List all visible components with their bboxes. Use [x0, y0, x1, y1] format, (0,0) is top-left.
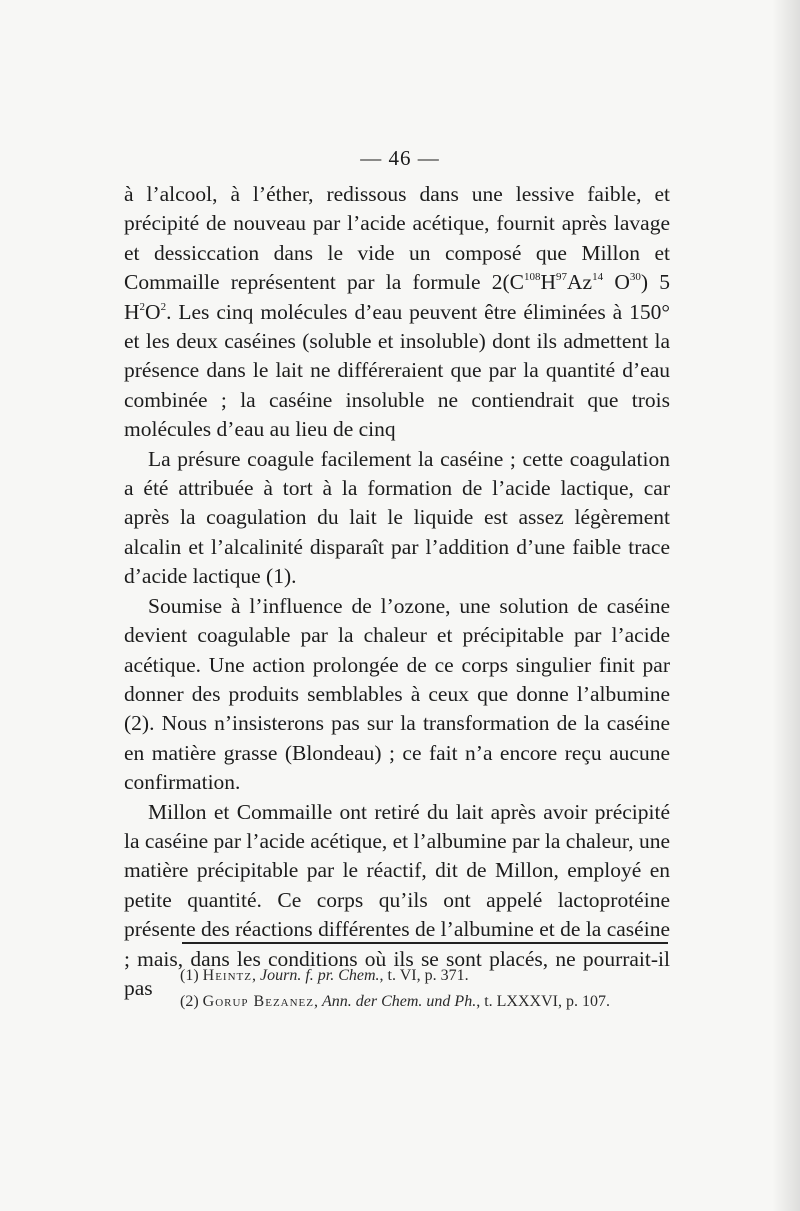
formula-text: O [145, 299, 161, 324]
formula-sup: 97 [556, 271, 568, 284]
paragraph-2: La présure coagule facilement la caséine ; cette coagulation a été attribuée à tort à la formation de l’acide lactique, car après la coagulation du lait le liquide est assez légèrement alcalin et l’alcalinité disparaît par l’addition d’une faible trace d’acide lactique (1). [124, 446, 670, 589]
paragraph-1-text-a: à l’alcool, à l’éther, redissous dans une lessive faible, et précipité de nouveau par l’acide acétique, fournit après lavage et dessiccation dans le vide un composé que Millon et Commaille représentent par la formule 2(C [124, 182, 670, 295]
formula-text: Az [567, 270, 593, 295]
footnote-1: (1) Heintz, Journ. f. pr. Chem., t. VI, p. 371. [180, 967, 469, 984]
footnote-journal: Journ. f. pr. Chem. [259, 967, 380, 984]
page-edge-shadow [772, 0, 800, 1211]
footnote-reference: , t. LXXXVI, p. 107. [476, 993, 610, 1010]
footnote-2: (2) Gorup Bezanez, Ann. der Chem. und Ph., t. LXXXVI, p. 107. [180, 993, 610, 1010]
formula-sup: 14 [592, 271, 604, 284]
body-text [124, 180, 670, 1003]
footnote-rule [182, 942, 668, 944]
formula-sup: 2 [160, 300, 167, 313]
footnote-number: (2) [180, 993, 199, 1010]
paragraph-4: Millon et Commaille ont retiré du lait après avoir précipité la caséine par l’acide acétique, et l’albumine par la chaleur, une matière précipitable par le réactif, dit de Millon, employé en petite quantité. Ce corps qu’ils ont appelé lactoprotéine présente des réactions différentes de l’albumine et de la caséine ; mais, dans les conditions où ils se sont placés, ne pourrait-il pas [124, 799, 670, 1000]
footnote-author: Heintz [202, 967, 252, 984]
footnote-reference: , t. VI, p. 371. [379, 967, 469, 984]
formula-sup: 2 [139, 300, 146, 313]
paragraph-3: Soumise à l’influence de l’ozone, une solution de caséine devient coagulable par la chaleur et précipitable par l’acide acétique. Une action prolongée de ce corps singulier finit par donner des produits semblables à ceux que donne l’albumine (2). Nous n’insisterons pas sur la transformation de la caséine en matière grasse (Blondeau) ; ce fait n’a encore reçu aucune confirmation. [124, 593, 670, 795]
formula-text: ) 5 H [124, 270, 670, 324]
formula-sup: 30 [629, 271, 641, 284]
paragraph-1-text-b: . Les cinq molécules d’eau peuvent être éliminées à 150° et les deux caséines (soluble et insoluble) dont ils admettent la présence dans le lait ne différeraient que par la quantité d’eau combinée ; la caséine insoluble ne contiendrait que trois molécules d’eau au lieu de cinq [124, 299, 670, 442]
formula-text: H [540, 270, 557, 295]
footnote-number: (1) [180, 967, 199, 984]
footnote-author: Gorup Bezanez [202, 993, 314, 1010]
footnotes [180, 963, 700, 1015]
paragraph-1 [124, 180, 670, 445]
page-number: — 46 — [360, 146, 440, 170]
footnote-journal: Ann. der Chem. und Ph. [322, 993, 477, 1010]
formula-sup: 108 [524, 271, 541, 284]
formula-text: O [603, 270, 630, 295]
